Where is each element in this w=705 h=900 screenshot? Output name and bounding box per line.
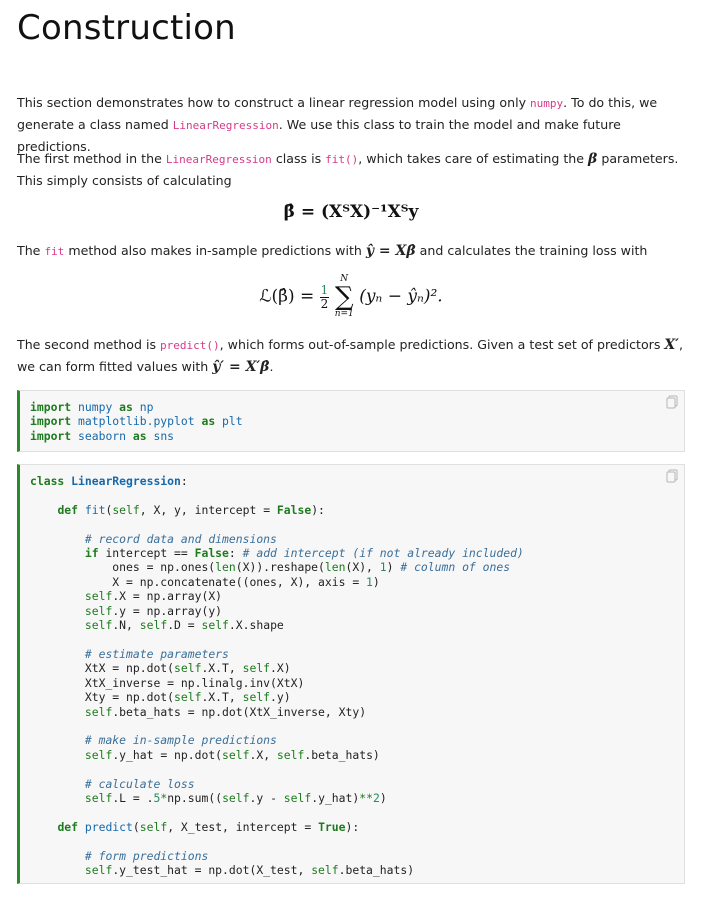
code-block-imports[interactable] (17, 390, 685, 452)
equation-loss: ℒ(β̂) = $\frac{1}{2}$ N ∑ n=1 (yₙ − ŷₙ)². (259, 274, 443, 319)
summation: N ∑ n=1 (334, 274, 354, 319)
copy-icon[interactable] (665, 395, 679, 409)
equation-beta-hat: β̂ = (XᵀX)⁻¹Xᵀy (283, 202, 419, 222)
predict-paragraph: The second method is predict(), which forms out-of-sample predictions. Given a test set of predictors X′, we can form fitted values with ŷ′ = X′β̂. (17, 337, 683, 375)
inline-code-numpy: numpy (530, 97, 564, 110)
inline-code-class: LinearRegression (165, 153, 272, 166)
intro-paragraph: This section demonstrates how to construct a linear regression model using only numpy. To do this, we generate a class named LinearRegression. We use this class to train the model and make future predictions. (17, 95, 658, 154)
math-y-prime: ŷ′ = X′β̂ (212, 359, 270, 375)
math-x-prime: X′ (664, 337, 679, 353)
page-title: Construction (17, 8, 236, 48)
copy-icon[interactable] (665, 469, 679, 483)
code-imports: import numpy as np import matplotlib.pyplot as plt import seaborn as sns (30, 400, 243, 443)
math-beta: β (588, 151, 598, 167)
code-class-definition: class LinearRegression: def fit(self, X, y, intercept = False): # record data and dimensions if intercept == False: # add intercept (if not already included) ones = np.ones(len(X)).reshape(len(X), 1) # column of ones X = np.concatenate((ones, X), axis = 1) self.X = np.array(X) self.y = np.array(y) self.N, self.D = self.X.shape # estimate parameters XtX = np.dot(self.X.T, self.X) XtX_inverse = np.linalg.inv(XtX) Xty = np.dot(self.X.T, self.y) self.beta_hats = np.dot(XtX_inverse, Xty) # make in-sample predictions self.y_hat = np.dot(self.X, self.beta_hats) # calculate loss self.L = .5*np.sum((self.y - self.y_hat)**2) def predict(self, X_test, intercept = True): # form predictions self.y_test_hat = np.dot(X_test, self.beta_hats) (30, 474, 524, 877)
math-y-hat: ŷ = Xβ̂ (365, 243, 416, 259)
in-sample-paragraph: The fit method also makes in-sample predictions with ŷ = Xβ̂ and calculates the training loss with (17, 243, 648, 259)
code-block-class[interactable] (17, 464, 685, 884)
inline-code-fit: fit() (325, 153, 359, 166)
inline-code-predict: predict() (160, 339, 220, 352)
fit-method-paragraph: The first method in the LinearRegression class is fit(), which takes care of estimating the β parameters. This simply consists of calculating (17, 151, 679, 188)
inline-code-fit: fit (44, 245, 65, 258)
fraction-half: $\frac{1}{2}$ (320, 282, 329, 311)
inline-code-class: LinearRegression (172, 119, 279, 132)
